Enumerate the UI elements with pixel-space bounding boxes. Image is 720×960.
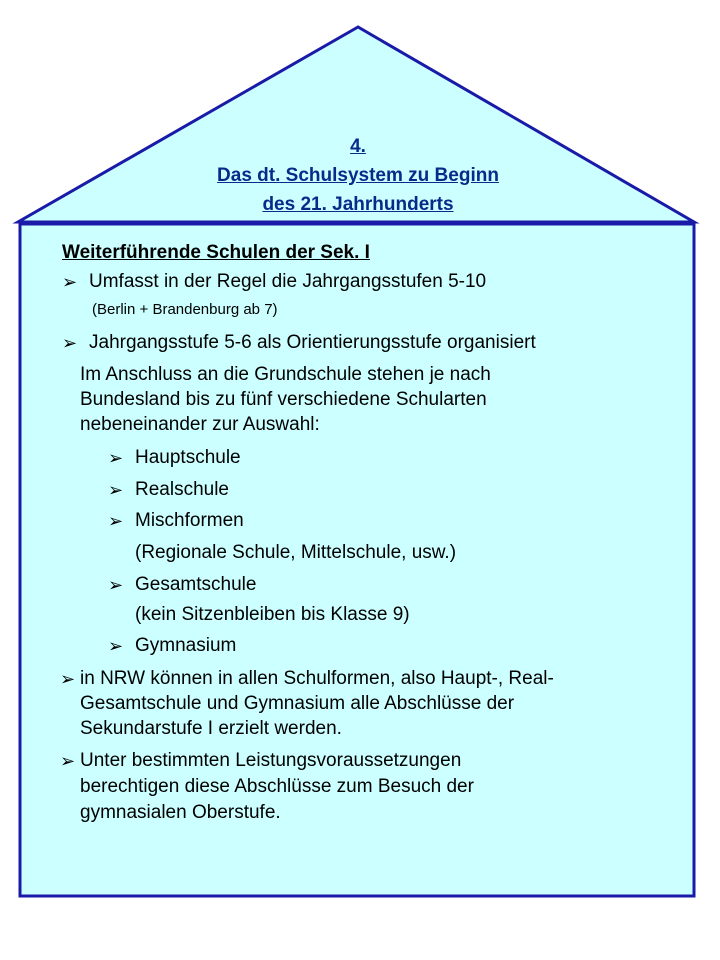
arrow-right-icon: ➢	[108, 636, 124, 656]
arrow-right-icon: ➢	[60, 669, 76, 689]
item-grade-range: Umfasst in der Regel die Jahrgangsstufen 5-10	[89, 271, 487, 292]
arrow-right-icon: ➢	[62, 333, 78, 353]
roof-title-number: 4.	[350, 136, 366, 157]
leistung-line-3: gymnasialen Oberstufe.	[80, 802, 281, 823]
roof-title-line1: Das dt. Schulsystem zu Beginn	[217, 165, 499, 186]
nrw-line-2: Gesamtschule und Gymnasium alle Abschlüsse der	[80, 693, 515, 714]
type-gymnasium: Gymnasium	[135, 635, 237, 656]
roof-title-line2: des 21. Jahrhunderts	[262, 194, 454, 215]
arrow-right-icon: ➢	[60, 751, 76, 771]
type-realschule: Realschule	[135, 479, 229, 500]
nrw-line-1: in NRW können in allen Schulformen, also Haupt-, Real-	[80, 668, 554, 689]
arrow-right-icon: ➢	[108, 448, 124, 468]
arrow-right-icon: ➢	[108, 511, 124, 531]
arrow-right-icon: ➢	[108, 480, 124, 500]
nrw-line-3: Sekundarstufe I erzielt werden.	[80, 718, 342, 739]
item-orientation: Jahrgangsstufe 5-6 als Orientierungsstufe organisiert	[89, 332, 536, 353]
arrow-right-icon: ➢	[108, 575, 124, 595]
section-heading: Weiterführende Schulen der Sek. I	[62, 242, 370, 263]
paragraph-line-3: nebeneinander zur Auswahl:	[80, 414, 320, 435]
type-hauptschule: Hauptschule	[135, 447, 241, 468]
arrow-right-icon: ➢	[62, 272, 78, 292]
type-gesamtschule-note: (kein Sitzenbleiben bis Klasse 9)	[135, 604, 410, 625]
paragraph-line-2: Bundesland bis zu fünf verschiedene Schularten	[80, 389, 487, 410]
type-mischformen-note: (Regionale Schule, Mittelschule, usw.)	[135, 542, 457, 563]
leistung-line-1: Unter bestimmten Leistungsvoraussetzungen	[80, 750, 462, 771]
leistung-line-2: berechtigen diese Abschlüsse zum Besuch der	[80, 776, 474, 797]
paragraph-line-1: Im Anschluss an die Grundschule stehen je nach	[80, 364, 491, 385]
type-mischformen: Mischformen	[135, 510, 244, 531]
item-grade-range-note: (Berlin + Brandenburg ab 7)	[92, 301, 278, 318]
type-gesamtschule: Gesamtschule	[135, 574, 257, 595]
